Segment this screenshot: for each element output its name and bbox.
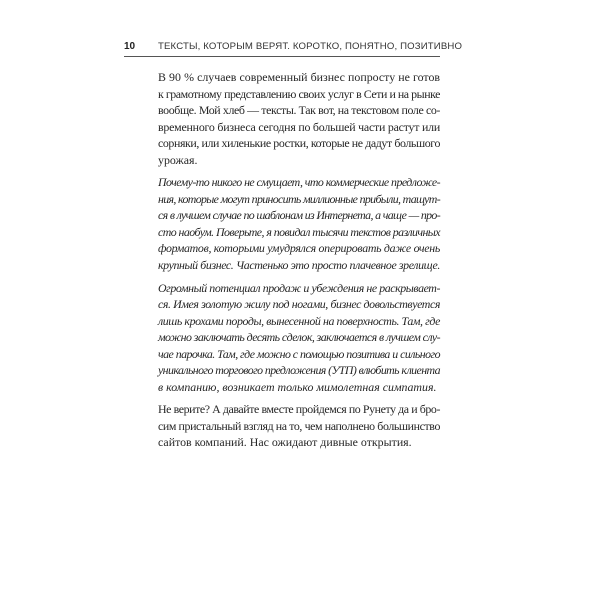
text-line: В 90 % случаев современный бизнес попросту не готов bbox=[158, 70, 440, 84]
text-line: чае парочка. Там, где можно с помощью позитива и сильного bbox=[158, 346, 440, 361]
text-line: ся. Имея золотую жилу под ногами, бизнес довольствуется bbox=[158, 297, 440, 312]
paragraph-italic bbox=[158, 174, 440, 273]
paragraph bbox=[158, 401, 440, 451]
text-line: Не верите? А давайте вместе пройдемся по Рунету да и бро- bbox=[158, 402, 440, 417]
paragraph bbox=[158, 69, 440, 168]
text-line: сто наобум. Поверьте, я повидал тысячи текстов различных bbox=[158, 224, 440, 239]
text-line: временного бизнеса сегодня по большей части растут или bbox=[158, 119, 440, 134]
page-header bbox=[124, 40, 463, 56]
text-line: ся в лучшем случае по шаблонам из Интернета, а чаще — про- bbox=[158, 208, 440, 223]
text-line: уникального торгового предложения (УТП) влюбить клиента bbox=[158, 363, 440, 378]
text-line: ния, которые могут приносить миллионные прибыли, тащут- bbox=[158, 191, 440, 206]
text-line: урожая. bbox=[158, 152, 198, 167]
text-line: вообще. Мой хлеб — тексты. Так вот, на текстовом поле со- bbox=[158, 103, 440, 118]
text-line: сайтов компаний. Нас ожидают дивные открытия. bbox=[158, 435, 412, 450]
text-line: крупный бизнес. Частенько это просто плачевное зрелище. bbox=[158, 258, 440, 273]
page-number: 10 bbox=[124, 41, 136, 52]
running-title: ТЕКСТЫ, КОТОРЫМ ВЕРЯТ. КОРОТКО, ПОНЯТНО, ПОЗИТИВНО bbox=[158, 41, 463, 52]
text-line: форматов, которыми умудрялся оперировать даже очень bbox=[158, 241, 440, 256]
text-line: Огромный потенциал продаж и убеждения не раскрывает- bbox=[158, 280, 440, 295]
header-divider bbox=[124, 56, 440, 57]
text-line: Почему-то никого не смущает, что коммерческие предложе- bbox=[158, 175, 440, 190]
text-line: к грамотному представлению своих услуг в Сети и на рынке bbox=[158, 86, 440, 101]
text-line: в компанию, возникает только мимолетная симпатия. bbox=[158, 379, 437, 394]
paragraph-italic bbox=[158, 280, 440, 396]
text-line: лишь крохами породы, вынесенной на поверхность. Там, где bbox=[158, 313, 440, 328]
body-text bbox=[158, 69, 440, 457]
text-line: сорняки, или хиленькие ростки, которые не дадут большого bbox=[158, 136, 440, 151]
text-line: можно заключать десять сделок, заключается в лучшем слу- bbox=[158, 330, 440, 345]
text-line: сим пристальный взгляд на то, чем наполнено большинство bbox=[158, 418, 440, 433]
